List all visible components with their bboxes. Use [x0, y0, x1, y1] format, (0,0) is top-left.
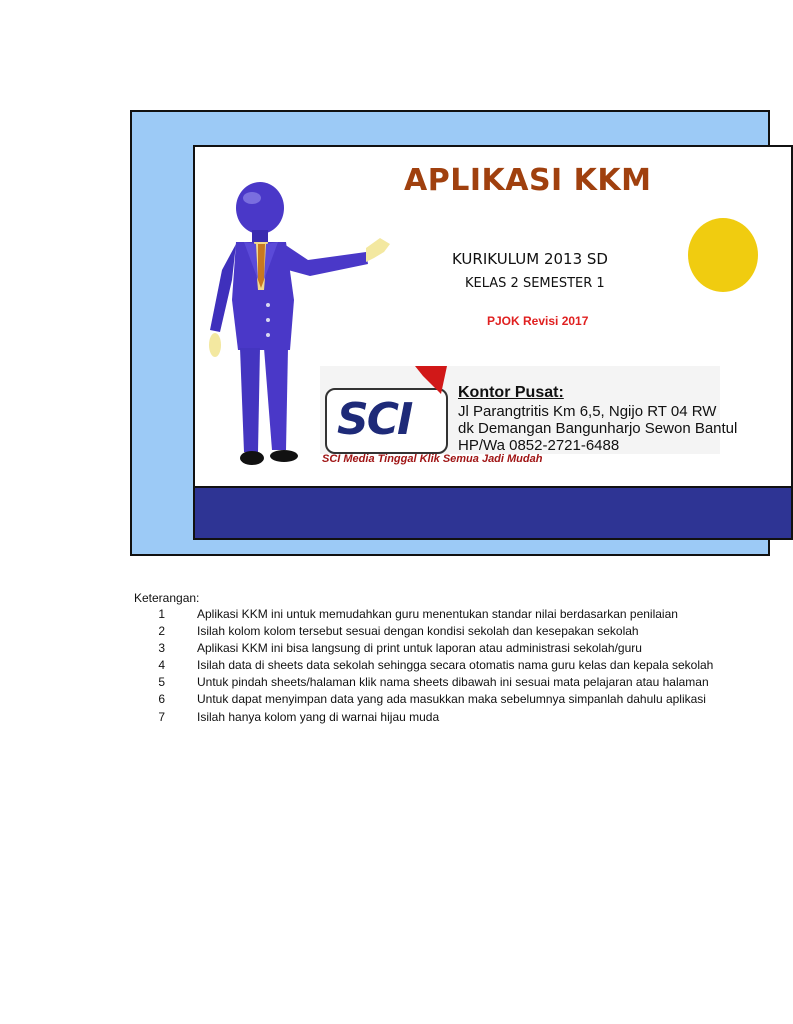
- app-title: APLIKASI KKM: [404, 163, 652, 198]
- note-text: Untuk dapat menyimpan data yang ada masukkan maka sebelumnya simpanlah dahulu aplikasi: [197, 692, 706, 706]
- note-number: 7: [158, 710, 165, 724]
- note-number: 6: [158, 692, 165, 706]
- notes-title: Keterangan:: [134, 591, 200, 605]
- office-phone: HP/Wa 0852-2721-6488: [458, 437, 620, 454]
- sci-logo-text: SCI: [337, 394, 412, 445]
- note-text: Aplikasi KKM ini bisa langsung di print untuk laporan atau administrasi sekolah/guru: [197, 641, 642, 655]
- subject-label: PJOK Revisi 2017: [487, 314, 589, 328]
- note-text: Isilah kolom kolom tersebut sesuai dengan kondisi sekolah dan kesepakan sekolah: [197, 624, 639, 638]
- sun-decoration-icon: [688, 218, 758, 292]
- class-semester-label: KELAS 2 SEMESTER 1: [465, 276, 605, 291]
- office-heading: Kontor Pusat:: [458, 384, 564, 401]
- note-text: Isilah hanya kolom yang di warnai hijau muda: [197, 710, 440, 724]
- office-address-line1: Jl Parangtritis Km 6,5, Ngijo RT 04 RW: [458, 403, 717, 420]
- note-number: 2: [158, 624, 165, 638]
- note-number: 1: [158, 607, 165, 621]
- curriculum-label: KURIKULUM 2013 SD: [452, 250, 608, 268]
- note-text: Aplikasi KKM ini untuk memudahkan guru menentukan standar nilai berdasarkan penilaian: [197, 607, 678, 621]
- note-number: 3: [158, 641, 165, 655]
- note-text: Isilah data di sheets data sekolah sehingga secara otomatis nama guru kelas dan kepala sekolah: [197, 658, 714, 672]
- banner-bottom-band: [193, 486, 793, 540]
- office-address-line2: dk Demangan Bangunharjo Sewon Bantul: [458, 420, 738, 437]
- slogan: SCI Media Tinggal Klik Semua Jadi Mudah: [322, 453, 543, 465]
- note-number: 5: [158, 675, 165, 689]
- note-text: Untuk pindah sheets/halaman klik nama sheets dibawah ini sesuai mata pelajaran atau halaman: [197, 675, 709, 689]
- logo-flag-icon: [415, 366, 447, 396]
- presenter-figure-icon: [198, 180, 398, 470]
- note-number: 4: [158, 658, 165, 672]
